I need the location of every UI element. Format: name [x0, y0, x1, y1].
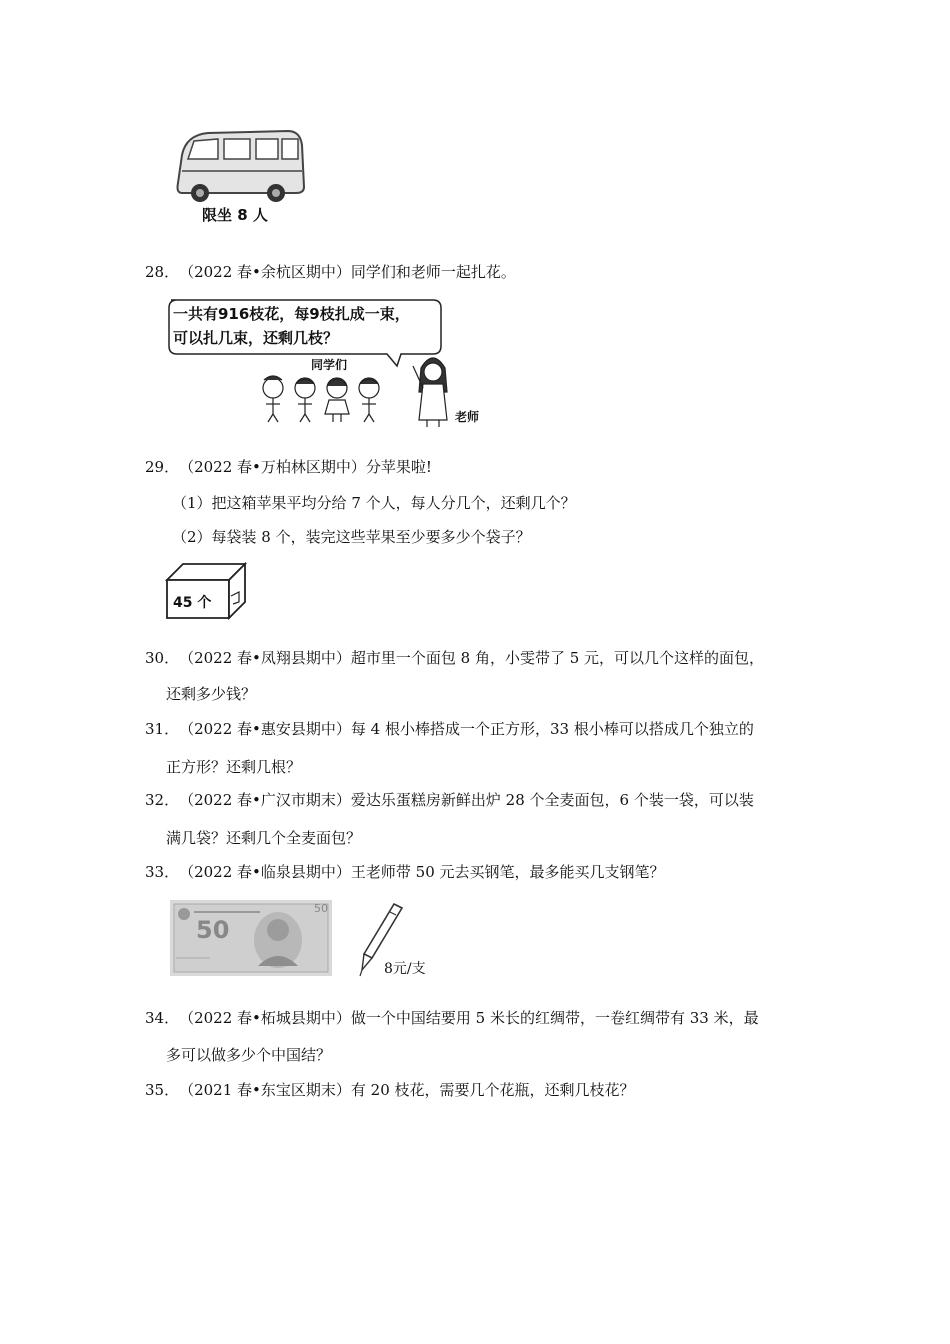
teacher-label: 老师 — [455, 410, 480, 424]
question-text: （2021 春•东宝区期末）有 20 枝花，需要几个花瓶，还剩几枝花？ — [179, 1081, 635, 1099]
question-30-continuation: 还剩多少钱？ — [166, 685, 257, 703]
van-caption: 限坐 8 人 — [202, 206, 268, 224]
question-text: （2022 春•惠安县期中）每 4 根小棒搭成一个正方形，33 根小棒可以搭成几个独立的 — [179, 720, 754, 738]
question-31-continuation: 正方形？还剩几根？ — [166, 758, 302, 776]
apple-box-figure — [165, 562, 247, 620]
pen-figure — [354, 898, 444, 980]
question-number: 31． — [145, 720, 180, 738]
students-label: 同学们 — [311, 358, 348, 372]
question-number: 33． — [145, 863, 180, 881]
question-text: （2022 春•凤翔县期中）超市里一个面包 8 角，小雯带了 5 元，可以几个这样的面包， — [179, 649, 765, 667]
question-number: 34． — [145, 1009, 180, 1027]
pen-price: 8元/支 — [384, 961, 426, 977]
question-34 — [145, 1008, 759, 1028]
van-figure — [168, 125, 308, 225]
question-text: （2022 春•临泉县期中）王老师带 50 元去买钢笔，最多能买几支钢笔？ — [179, 863, 665, 881]
question-number: 35． — [145, 1081, 180, 1099]
students-icon — [263, 376, 379, 422]
teacher-icon — [413, 358, 447, 427]
question-35 — [145, 1080, 635, 1100]
question-number: 30． — [145, 649, 180, 667]
question-text: （2022 春•柘城县期中）做一个中国结要用 5 米长的红绸带，一卷红绸带有 33 米，最 — [179, 1009, 759, 1027]
question-number: 29． — [145, 458, 180, 476]
banknote-icon — [170, 900, 332, 976]
question-text: （2022 春•广汉市期末）爱达乐蛋糕房新鲜出炉 28 个全麦面包，6 个装一袋，可以装 — [179, 791, 754, 809]
question-text: （2022 春•余杭区期中）同学们和老师一起扎花。 — [179, 263, 516, 281]
banknote-figure — [170, 900, 332, 976]
question-33 — [145, 862, 665, 882]
bubble-text-line-1: 一共有916枝花，每9枝扎成一束， — [173, 305, 410, 323]
banknote-value: 50 — [196, 916, 230, 944]
question-30 — [145, 648, 764, 668]
bubble-text-line-2: 可以扎几束，还剩几枝？ — [173, 329, 339, 347]
question-number: 32． — [145, 791, 180, 809]
box-label: 45 个 — [173, 595, 212, 611]
banknote-value-corner: 50 — [314, 902, 328, 915]
question-29 — [145, 457, 432, 477]
question-number: 28． — [145, 263, 180, 281]
flowers-figure — [165, 296, 495, 428]
question-34-continuation: 多可以做多少个中国结？ — [166, 1046, 332, 1064]
question-32 — [145, 790, 754, 810]
question-29-part-1: （1）把这箱苹果平均分给 7 个人，每人分几个，还剩几个？ — [172, 494, 576, 512]
question-text: （2022 春•万柏林区期中）分苹果啦! — [179, 458, 432, 476]
question-28 — [145, 262, 516, 282]
question-31 — [145, 719, 754, 739]
question-32-continuation: 满几袋？还剩几个全麦面包？ — [166, 829, 362, 847]
question-29-part-2: （2）每袋装 8 个，装完这些苹果至少要多少个袋子？ — [172, 528, 531, 546]
